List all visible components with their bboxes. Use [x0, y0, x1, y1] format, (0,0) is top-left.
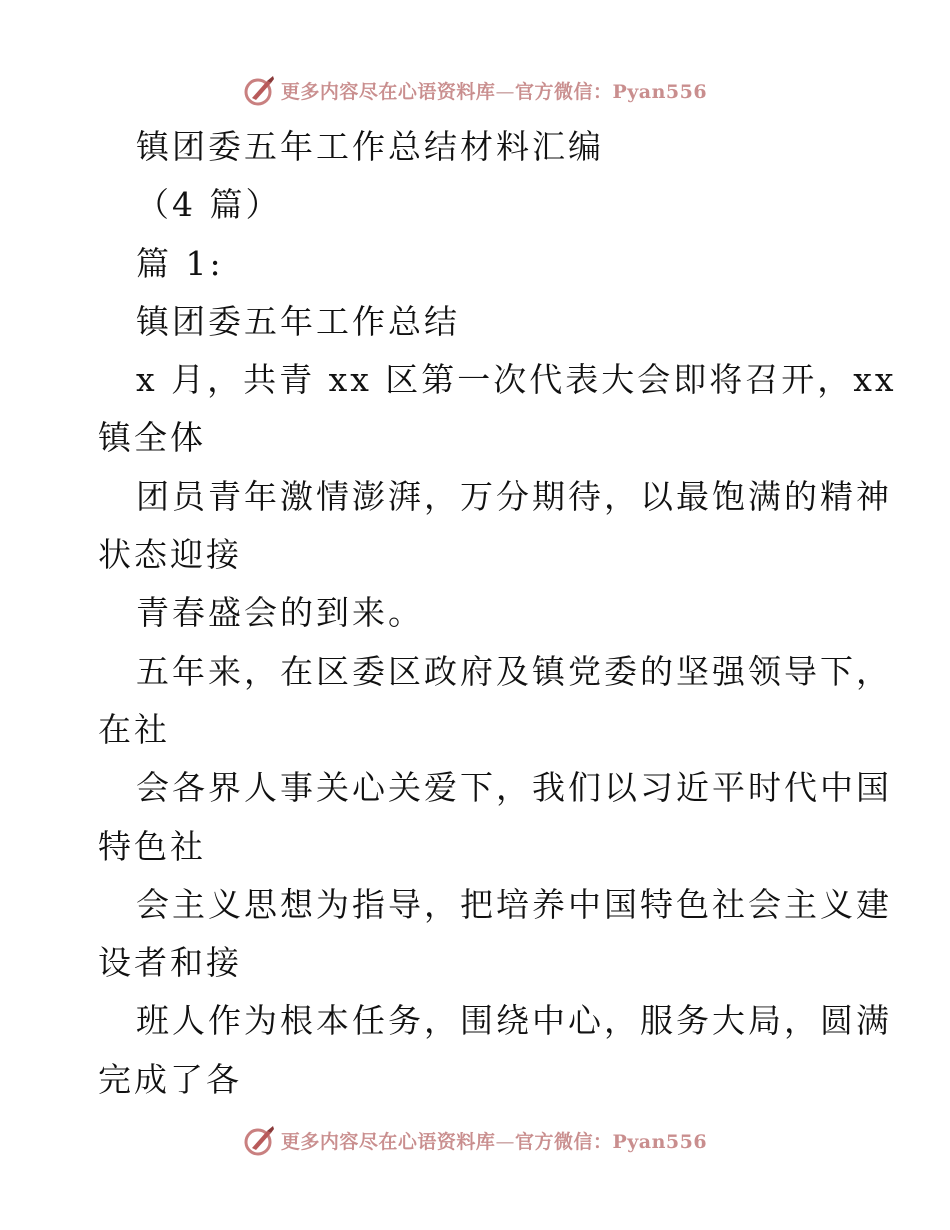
document-body: [98, 118, 897, 1109]
text-line: 设者和接: [98, 943, 242, 983]
text-line: 镇团委五年工作总结材料汇编: [136, 127, 604, 166]
text-line: 完成了各: [98, 1059, 242, 1099]
text-line: x 月，共青 xx 区第一次代表大会即将召开，xx: [136, 360, 897, 400]
text-line: 会主义思想为指导，把培养中国特色社会主义建: [136, 884, 892, 924]
text-line: 五年来，在区委区政府及镇党委的坚强领导下，: [136, 651, 892, 691]
text-line: 镇全体: [98, 418, 206, 458]
text-line: 会各界人事关心关爱下，我们以习近平时代中国: [136, 768, 892, 808]
text-line: 特色社: [98, 826, 206, 866]
text-line: 在社: [98, 709, 170, 749]
quill-pen-logo-icon: [243, 1123, 277, 1157]
text-line: （4 篇）: [136, 185, 282, 225]
watermark-text: 更多内容尽在心语资料库—官方微信：Pyan556: [280, 80, 708, 103]
footer-watermark: [0, 1120, 950, 1160]
text-line: 篇 1:: [136, 243, 224, 283]
text-line: 镇团委五年工作总结: [136, 301, 460, 341]
quill-pen-logo-icon: [243, 73, 277, 107]
text-line: 团员青年激情澎湃，万分期待，以最饱满的精神: [136, 476, 892, 516]
watermark-text: 更多内容尽在心语资料库—官方微信：Pyan556: [280, 1130, 708, 1153]
header-watermark: [0, 70, 950, 110]
text-line: 班人作为根本任务，围绕中心，服务大局，圆满: [136, 1001, 892, 1041]
text-line: 状态迎接: [98, 535, 242, 575]
text-line: 青春盛会的到来。: [136, 593, 424, 633]
